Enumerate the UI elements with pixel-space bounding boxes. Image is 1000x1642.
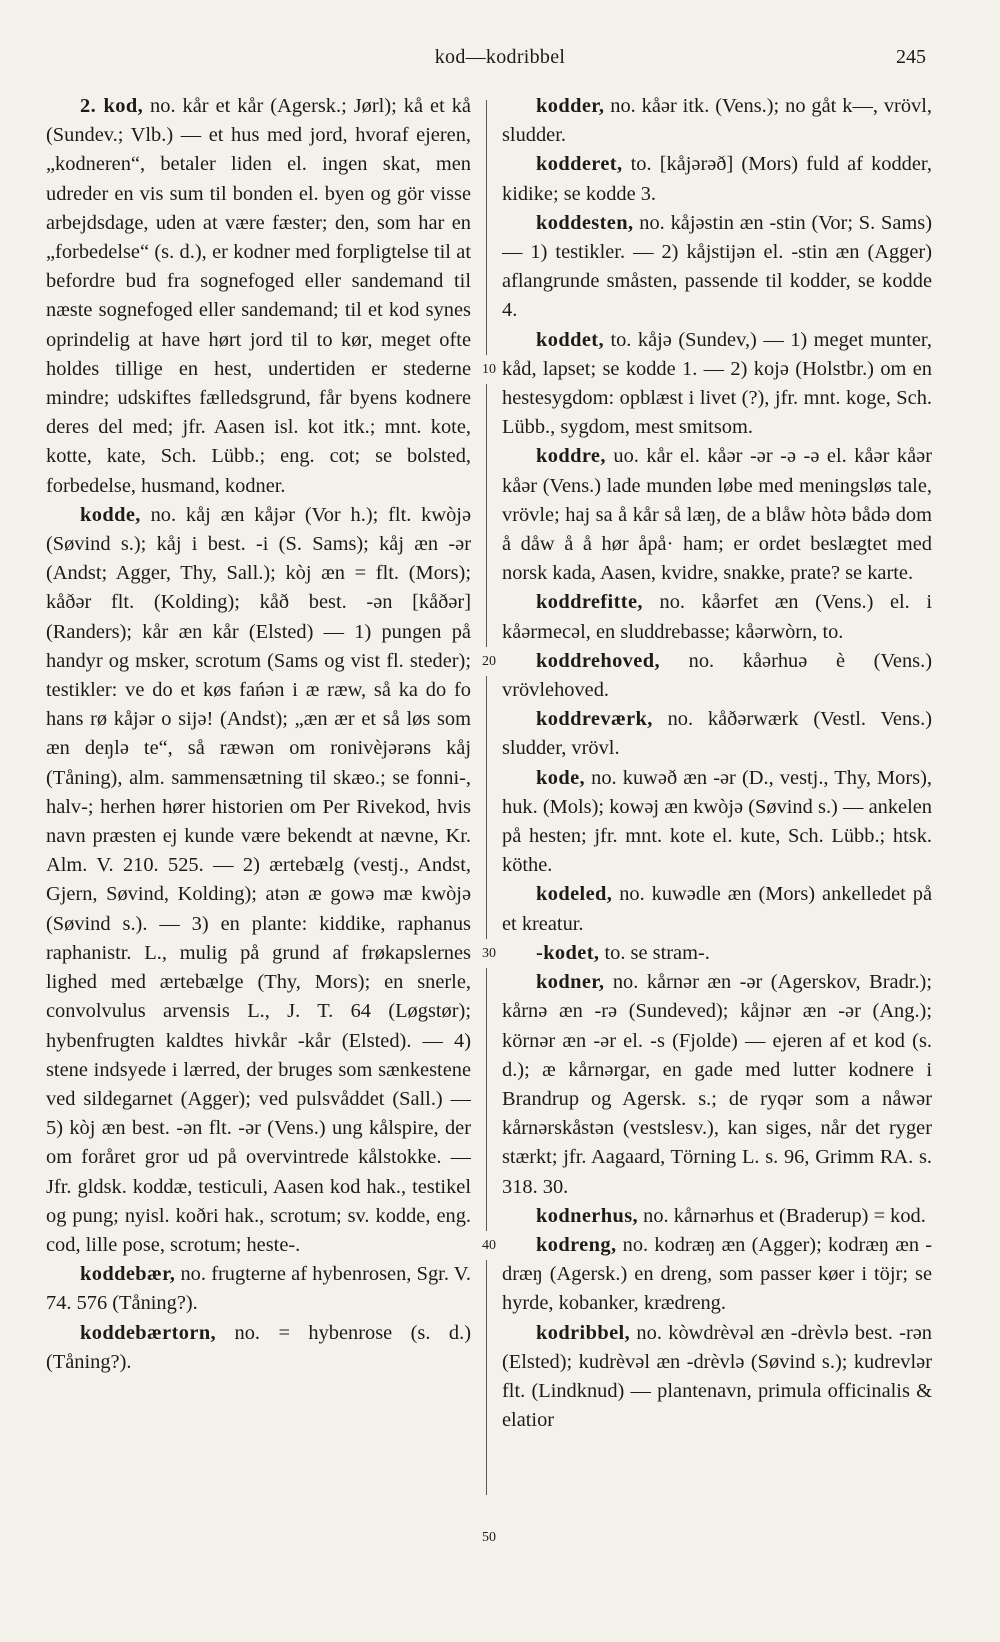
page-number: 245: [896, 46, 926, 68]
entry-text: uo. kår el. kåər -ər -ə -ə el. kåər kåər kåər (Vens.) lade munden løbe med meningsløs tale, vrövle; haj sa å kår så læŋ, de a blåw hòtə bådə dom å dåw å å hør åpå· ham; er ordet beslægtet med norsk kada, Aasen, kvidre, snakke, prate? se karte.: [502, 445, 932, 585]
entry-text: no. kòwdrèvəl æn -drèvlə best. -rən (Elsted); kudrèvəl æn -drèvlə (Søvind s.); kudrevlər flt. (Lindknud) — plantenavn, primula officinalis & elatior: [502, 1321, 932, 1432]
entry-text: no. kåərfet æn (Vens.) el. i kåərmecəl, en sluddrebasse; kåərwòrn, to.: [502, 591, 932, 643]
dictionary-entry: [502, 880, 932, 938]
entry-text: no. kodræŋ æn (Agger); kodræŋ æn -dræŋ (Agersk.) en dreng, som passer køer i töjr; se hyrde, kobanker, krædreng.: [502, 1233, 932, 1315]
entry-headword: kodner,: [536, 971, 605, 994]
line-number: 50: [475, 1523, 503, 1552]
entry-headword: kodder,: [536, 95, 605, 117]
line-number: 30: [475, 939, 503, 968]
entry-text: no. kåj æn kåjər (Vor h.); flt. kwòjə (Søvind s.); kåj i best. -i (S. Sams); kåj æn -ər (Andst; Agger, Thy, Sall.); kòj æn = flt. (Mors); kåðər flt. (Kolding); kåð best. -ən [kåðər] (Randers); kår æn kår (Elsted) — 1) pungen på handyr og msker, scrotum (Sams og vist fl. steder); testikler: ve do et køs fańən i æ ræw, så ka do fo hans rø kåjər o sijə! (Andst); „æn ær et så løs som æn deŋlə te“, så ræwən om ronivèjərəns kåj (Tåning), alm. sammensætning til skæo.; se fonni-, halv-; herhen hører historien om Per Rivekod, hvis navn præsten ej kunde være bekendt at nævne, Kr. Alm. V. 210. 525. — 2) ærtebælg (vestj., Andst, Gjern, Søvind, Kolding); atən æ gowə mæ kwòjə (Søvind s.). — 3) en plante: kiddike, raphanus raphanistr. L., mulig på grund af frøkapslernes lighed med ærtebælge (Thy, Mors); en snerle, convolvulus arvensis L., J. T. 64 (Løgstør); hybenfrugten kaldtes hivkår -kår (Elsted). — 4) stene indsyede i lærred, der bruges som sænkestene ved sildegarnet (Agger); ved pulsvåddet (Sall.) — 5) kòj æn best. -ən flt. -ər (Vens.) ung kålspire, der om foråret gror ud på overvintrede kålstokke. — Jfr. gldsk. koddæ, testiculi, Aasen kod hak., testikel og pung; nyisl. koðri hak., scrotum; sv. kodde, eng. cod, lille pose, scrotum; heste-.: [46, 503, 471, 1256]
entry-text: to. kåjə (Sundev,) — 1) meget munter, kåd, lapset; se kodde 1. — 2) kojə (Holstbr.) om en hestesygdom: opblæst i livet (?), jfr. mnt. koge, Sch. Lübb., sygdom, mest smitsom.: [502, 328, 932, 439]
dictionary-entry: [502, 326, 932, 443]
entry-text: no. kårnər æn -ər (Agerskov, Bradr.); kårnə æn -rə (Sundeved); kåjnər æn -ər (Ang.); körnər æn -ər el. -s (Fjolde) — ejeren af et kod (s. d.); æ kårnərgar, en gade med lutter kodnere i Brandrup og Agersk. s.; de ryqər som a nåwər kårnərskåstən (vestslesv.), kan siges, når det ryger stærkt; jfr. Aagaard, Törning L. s. 96, Grimm RA. s. 318. 30.: [502, 971, 932, 1198]
right-column: [502, 92, 932, 1592]
dictionary-entry: [502, 150, 932, 208]
entry-headword: kodribbel,: [536, 1321, 631, 1344]
dictionary-entry: [502, 705, 932, 763]
dictionary-entry: [502, 1231, 932, 1319]
line-number: 40: [475, 1231, 503, 1260]
entry-text: to. se stram-.: [599, 941, 710, 964]
entry-headword: koddesten,: [536, 211, 634, 234]
entry-text: to. [kåjərəð] (Mors) fuld af kodder, kidike; se kodde 3.: [502, 153, 932, 205]
entry-text: no. = hybenrose (s. d.) (Tåning?).: [46, 1321, 471, 1373]
entry-headword: kodeled,: [536, 883, 613, 906]
dictionary-entry: [502, 647, 932, 705]
line-number: 10: [475, 355, 503, 384]
dictionary-entry: [502, 939, 932, 968]
dictionary-entry: [502, 968, 932, 1202]
dictionary-entry: [502, 209, 932, 326]
dictionary-entry: [502, 764, 932, 881]
dictionary-entry: [502, 442, 932, 588]
entry-headword: kodnerhus,: [536, 1204, 639, 1227]
entry-headword: koddreværk,: [536, 708, 653, 731]
entry-headword: koddebærtorn,: [80, 1321, 217, 1344]
dictionary-entry: [46, 1319, 471, 1377]
entry-text: no. kåjəstin æn -stin (Vor; S. Sams) — 1) testikler. — 2) kåjstijən el. -stin æn (Agger) aflangrunde småsten, passende til kodder, se kodde 4.: [502, 211, 932, 322]
entry-text: no. kuwədle æn (Mors) ankelledet på et kreatur.: [502, 883, 932, 935]
dictionary-entry: [46, 501, 471, 1260]
entry-headword: kodde,: [80, 503, 141, 526]
dictionary-entry: [502, 92, 932, 150]
entry-headword: kodderet,: [536, 153, 623, 176]
dictionary-entry: [502, 588, 932, 646]
dictionary-entry: [502, 1319, 932, 1436]
dictionary-entry: [46, 1260, 471, 1318]
line-number: 20: [475, 647, 503, 676]
entry-text: no. kåər itk. (Vens.); no gåt k—, vrövl, sludder.: [502, 95, 932, 147]
entry-headword: koddrehoved,: [536, 649, 660, 672]
entry-headword: koddre,: [536, 445, 606, 468]
running-head-title: kod—kodribbel: [434, 46, 566, 68]
entry-text: no. kårnərhus et (Braderup) = kod.: [638, 1204, 926, 1227]
line-numbers: [475, 92, 503, 1592]
entry-text: no. kår et kår (Agersk.; Jørl); kå et kå (Sundev.; Vlb.) — et hus med jord, hvoraf ejeren, „kodneren“, betaler liden el. ingen skat, men udreder en vis sum til bonden el. byen og gör visse arbejdsdage, uden at være fæster; den, som har en „forbedelse“ (s. d.), er kodner med forpligtelse til at befordre bud fra sognefoged eller sandemand til næste sognefoged eller sandemand; til et kod synes oprindelig at have hørt jord til to kør, meget ofte holdes tillige en hest, undertiden er stederne mindre; udskiftes fælledsgrund, får byens kodnere deres del med; jfr. Aasen isl. kot itk.; mnt. kote, kotte, kate, Sch. Lübb.; eng. cot; se bolsted, forbedelse, husmand, kodner.: [46, 95, 471, 497]
entry-headword: -kodet,: [536, 941, 600, 964]
entry-text: no. frugterne af hybenrosen, Sgr. V. 74. 576 (Tåning?).: [46, 1263, 471, 1315]
entry-headword: 2. kod,: [80, 95, 144, 117]
dictionary-entry: [46, 92, 471, 501]
entry-headword: koddebær,: [80, 1263, 176, 1286]
entry-text: no. kåðərwærk (Vestl. Vens.) sludder, vrövl.: [502, 708, 932, 760]
entry-text: no. kåərhuə è (Vens.) vrövlehoved.: [502, 649, 932, 702]
entry-headword: koddrefitte,: [536, 591, 643, 614]
dictionary-entry: [502, 1202, 932, 1231]
entry-headword: koddet,: [536, 328, 604, 351]
entry-headword: kode,: [536, 766, 586, 789]
entry-text: no. kuwəð æn -ər (D., vestj., Thy, Mors), huk. (Mols); kowəj æn kwòjə (Søvind s.) — ankelen på hesten; jfr. mnt. kote el. kute, Sch. Lübb.; htsk. köthe.: [502, 766, 932, 877]
running-head: [0, 46, 1000, 76]
entry-headword: kodreng,: [536, 1233, 617, 1256]
left-column: [46, 92, 471, 1592]
